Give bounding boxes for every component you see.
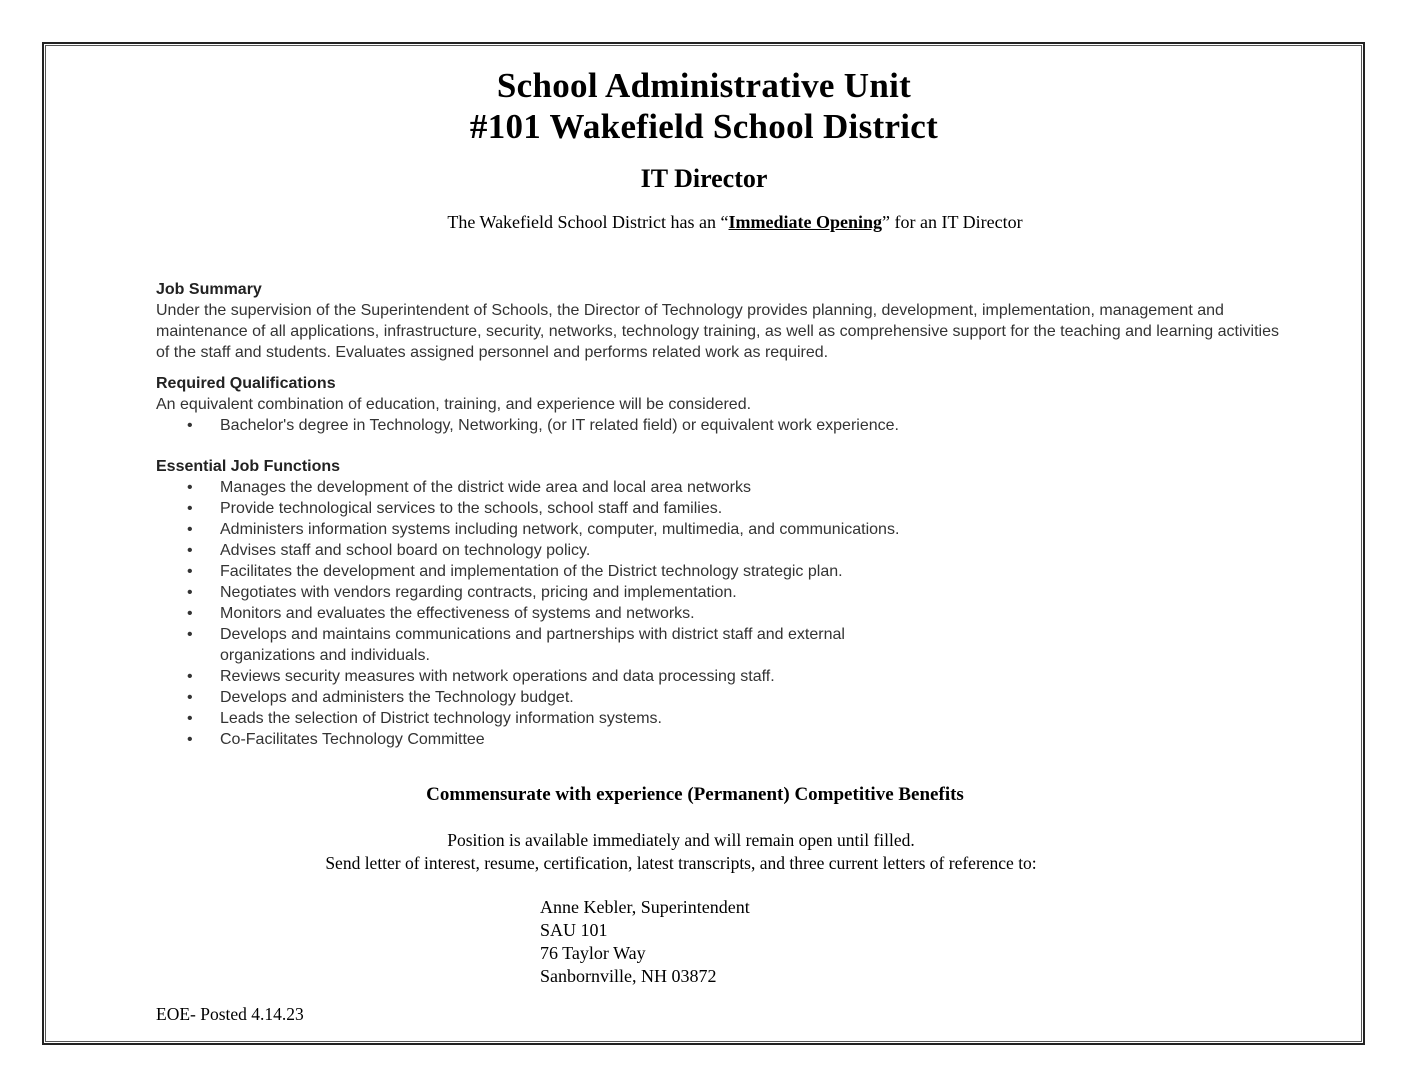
footer-posted-date: EOE- Posted 4.14.23 — [156, 1004, 304, 1024]
list-item: • Administers information systems including network, computer, multimedia, and communications. — [156, 519, 920, 540]
opening-announcement — [0, 210, 1408, 234]
list-item: • Monitors and evaluates the effectiveness of systems and networks. — [156, 603, 920, 624]
essential-functions-list — [156, 477, 1286, 750]
required-qualifications-section — [156, 373, 1286, 436]
list-item: • Co-Facilitates Technology Committee — [156, 729, 920, 750]
list-item: • Develops and maintains communications and partnerships with district staff and external organizations and individuals. — [156, 624, 920, 666]
list-item: • Leads the selection of District technology information systems. — [156, 708, 920, 729]
contact-org: SAU 101 — [540, 920, 608, 940]
contact-address — [540, 896, 750, 988]
document-title-line-1: School Administrative Unit — [496, 66, 912, 105]
application-line-1: Position is available immediately and will remain open until filled. — [447, 830, 915, 850]
application-info — [0, 829, 1362, 875]
required-qualifications-heading: Required Qualifications — [156, 375, 336, 392]
required-qualifications-intro: An equivalent combination of education, training, and experience will be considered. — [156, 396, 752, 413]
benefits-line: Commensurate with experience (Permanent) Competitive Benefits — [426, 784, 964, 805]
list-item: • Provide technological services to the schools, school staff and families. — [156, 498, 920, 519]
opening-emphasis: Immediate Opening — [728, 212, 883, 232]
job-title: IT Director — [640, 164, 768, 193]
list-item: • Negotiates with vendors regarding contracts, pricing and implementation. — [156, 582, 920, 603]
list-item: • Reviews security measures with network operations and data processing staff. — [156, 666, 920, 687]
opening-prefix: The Wakefield School District has an “ — [447, 212, 729, 232]
list-item: • Facilitates the development and implementation of the District technology strategic plan. — [156, 561, 920, 582]
job-summary-heading: Job Summary — [156, 281, 262, 298]
essential-functions-section — [156, 456, 1286, 750]
application-line-2: Send letter of interest, resume, certification, latest transcripts, and three current letters of reference to: — [325, 853, 1037, 873]
job-summary-section — [156, 279, 1286, 363]
list-item: • Manages the development of the district wide area and local area networks — [156, 477, 920, 498]
essential-functions-heading: Essential Job Functions — [156, 458, 341, 475]
contact-street: 76 Taylor Way — [540, 943, 646, 963]
list-item: • Develops and administers the Technology budget. — [156, 687, 920, 708]
list-item: • Advises staff and school board on technology policy. — [156, 540, 920, 561]
contact-name: Anne Kebler, Superintendent — [540, 897, 750, 917]
document-title-line-2: #101 Wakefield School District — [469, 107, 939, 146]
list-item: • Bachelor's degree in Technology, Networking, (or IT related field) or equivalent work experience. — [156, 415, 920, 436]
job-summary-text: Under the supervision of the Superintendent of Schools, the Director of Technology provides planning, development, implementation, management and maintenance of all applications, infrastructure, security, networks, technology training, as well as comprehensive support for the teaching and learning activities of the staff and students. Evaluates assigned personnel and performs related work as required. — [156, 302, 1279, 361]
required-qualifications-list — [156, 415, 1286, 436]
opening-suffix: ” for an IT Director — [882, 212, 1023, 232]
contact-city: Sanbornville, NH 03872 — [540, 966, 717, 986]
